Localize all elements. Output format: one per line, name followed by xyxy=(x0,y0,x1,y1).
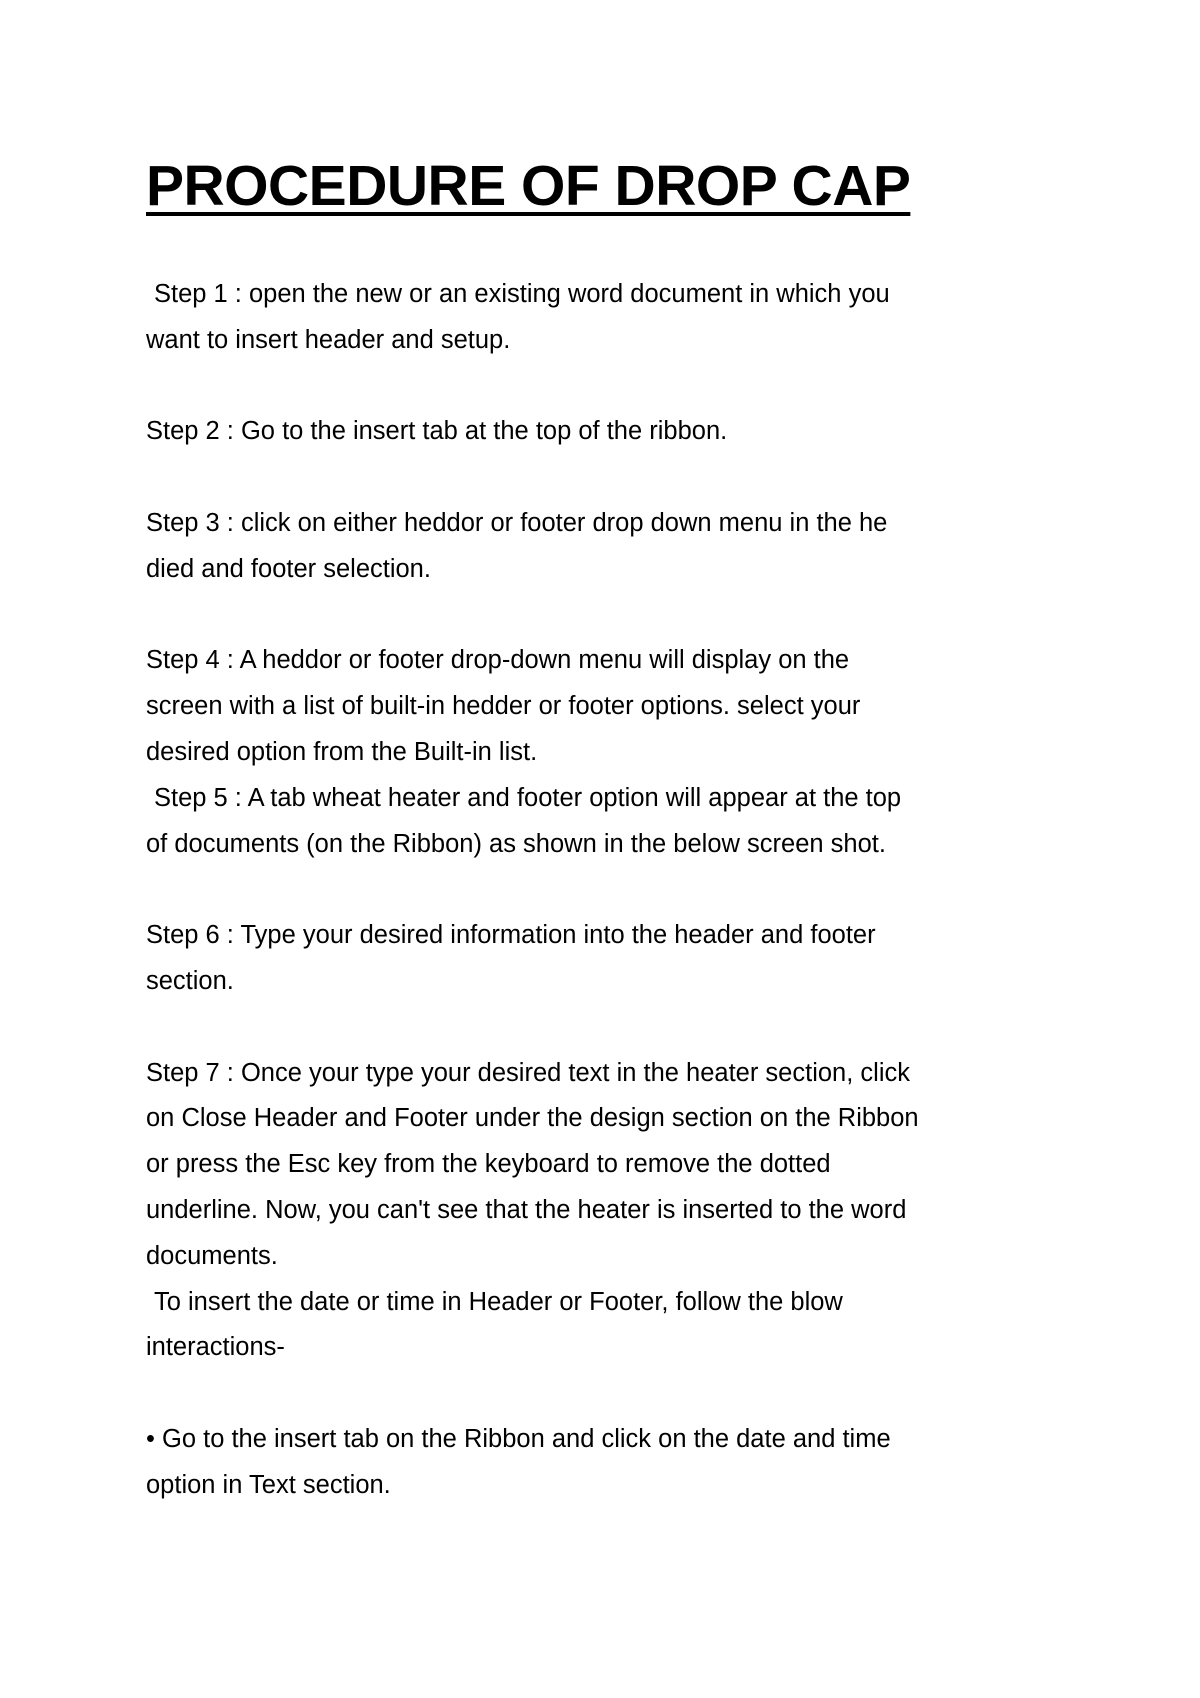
text-line: Step 4 : A heddor or footer drop-down menu will display on the xyxy=(146,646,850,675)
document-body xyxy=(146,272,1066,1509)
blank-line xyxy=(146,1371,1066,1417)
blank-line xyxy=(146,593,1066,639)
text-line: underline. Now, you can't see that the heater is inserted to the word xyxy=(146,1195,907,1224)
blank-line xyxy=(146,1005,1066,1051)
bullet-line: • Go to the insert tab on the Ribbon and click on the date and time xyxy=(146,1424,891,1453)
text-line: Step 2 : Go to the insert tab at the top of the ribbon. xyxy=(146,417,728,446)
text-line: on Close Header and Footer under the design section on the Ribbon xyxy=(146,1104,919,1133)
text-line: Step 3 : click on either heddor or footer drop down menu in the he xyxy=(146,508,888,537)
text-line: Step 1 : open the new or an existing word document in which you xyxy=(154,280,890,308)
blank-line xyxy=(146,867,1066,913)
text-line: To insert the date or time in Header or Footer, follow the blow xyxy=(154,1287,843,1316)
text-line: documents. xyxy=(146,1241,278,1270)
text-line: screen with a list of built-in hedder or footer options. select your xyxy=(146,692,861,721)
text-line: option in Text section. xyxy=(146,1470,391,1499)
text-line: desired option from the Built-in list. xyxy=(146,737,538,766)
text-line: Step 7 : Once your type your desired text in the heater section, click xyxy=(146,1058,910,1087)
document-title: PROCEDURE OF DROP CAP xyxy=(146,154,911,218)
blank-line xyxy=(146,455,1066,501)
text-line: interactions- xyxy=(146,1333,285,1362)
text-line: Step 5 : A tab wheat heater and footer option will appear at the top xyxy=(154,783,902,812)
blank-line xyxy=(146,364,1066,410)
text-line: died and footer selection. xyxy=(146,554,431,583)
text-line: section. xyxy=(146,966,234,995)
text-line: or press the Esc key from the keyboard to remove the dotted xyxy=(146,1150,831,1179)
text-line: of documents (on the Ribbon) as shown in the below screen shot. xyxy=(146,829,886,858)
text-line: want to insert header and setup. xyxy=(146,325,511,354)
text-line: Step 6 : Type your desired information into the header and footer xyxy=(146,921,876,950)
